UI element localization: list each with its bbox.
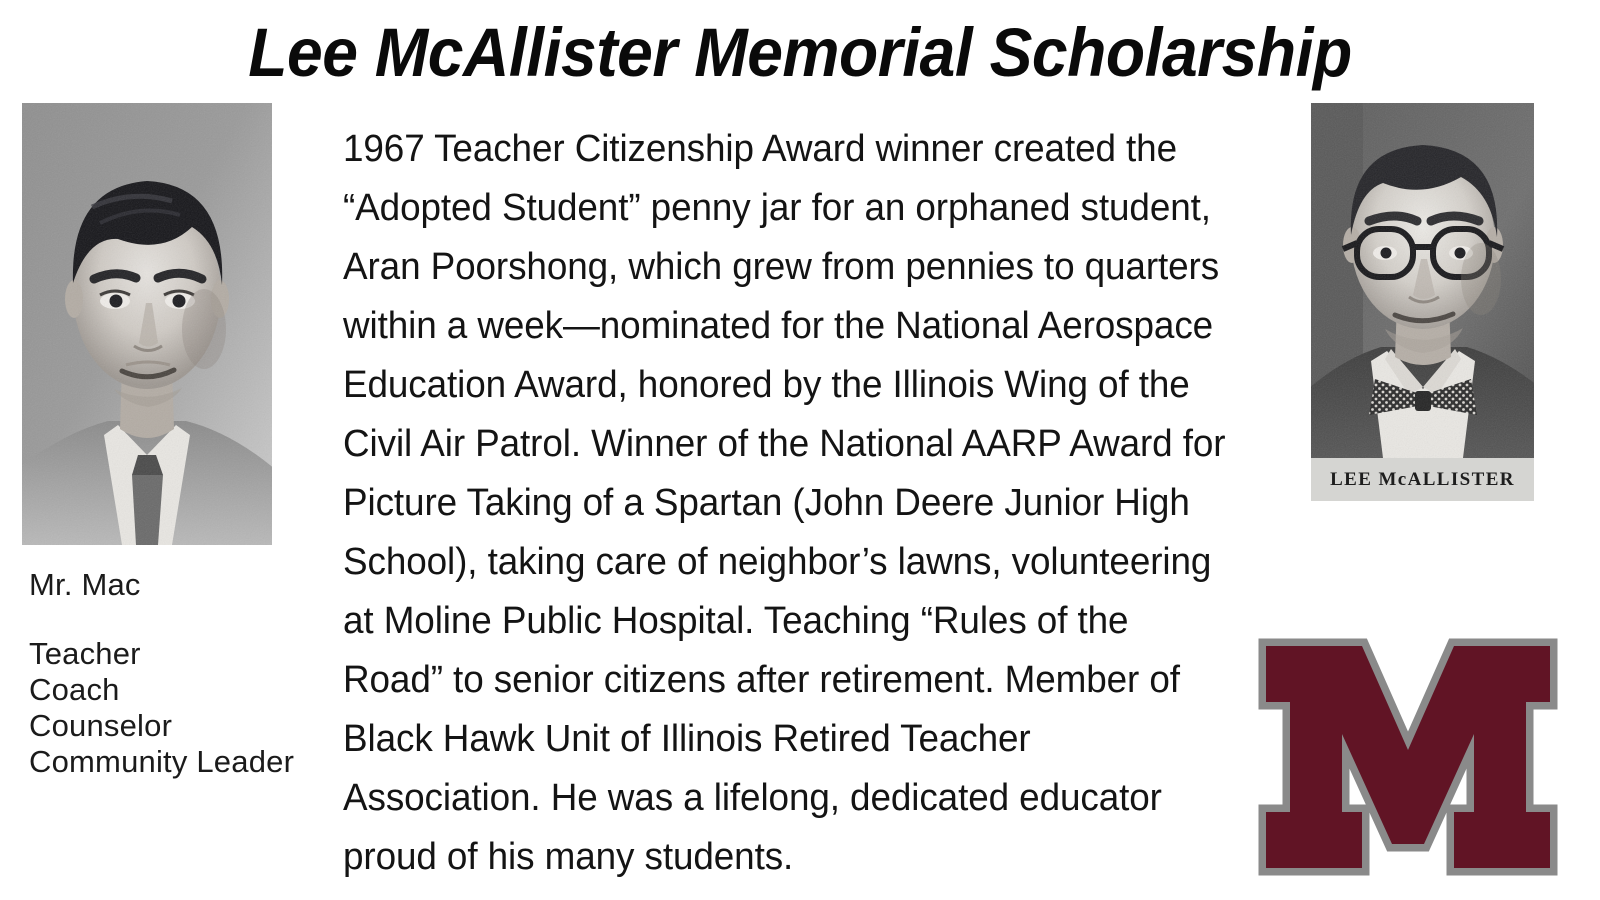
role-item-community-leader: Community Leader bbox=[29, 744, 295, 779]
role-item-counselor: Counselor bbox=[29, 708, 173, 743]
left-photo-caption-name: Mr. Mac bbox=[29, 567, 141, 602]
role-item-teacher: Teacher bbox=[29, 636, 141, 671]
moline-m-logo bbox=[1258, 638, 1558, 876]
biography-paragraph: 1967 Teacher Citizenship Award winner created the “Adopted Student” penny jar for an orphaned student, Aran Poorshong, which grew from pennies to quarters within a week—nominated for the National Aerospace Education Award, honored by the Illinois Wing of the Civil Air Patrol. Winner of the National AARP Award for Picture Taking of a Spartan (John Deere Junior High School), taking care of neighbor’s lawns, volunteering at Moline Public Hospital. Teaching “Rules of the Road” to senior citizens after retirement. Member of Black Hawk Unit of Illinois Retired Teacher Association. He was a lifelong, dedicated educator proud of his many students. bbox=[343, 128, 1226, 878]
left-photo-roles-list bbox=[29, 636, 294, 780]
biography-text bbox=[343, 120, 1228, 887]
left-portrait-photo bbox=[22, 103, 272, 545]
right-portrait-photo bbox=[1311, 103, 1534, 501]
portrait-photo-young-man bbox=[22, 103, 272, 545]
role-item-coach: Coach bbox=[29, 672, 120, 707]
m-logo-fill bbox=[1266, 646, 1550, 868]
page-title: Lee McAllister Memorial Scholarship bbox=[248, 14, 1352, 91]
right-photo-caption: LEE McALLISTER bbox=[1311, 458, 1534, 501]
portrait-photo-older-man-glasses-bowtie bbox=[1311, 103, 1534, 458]
